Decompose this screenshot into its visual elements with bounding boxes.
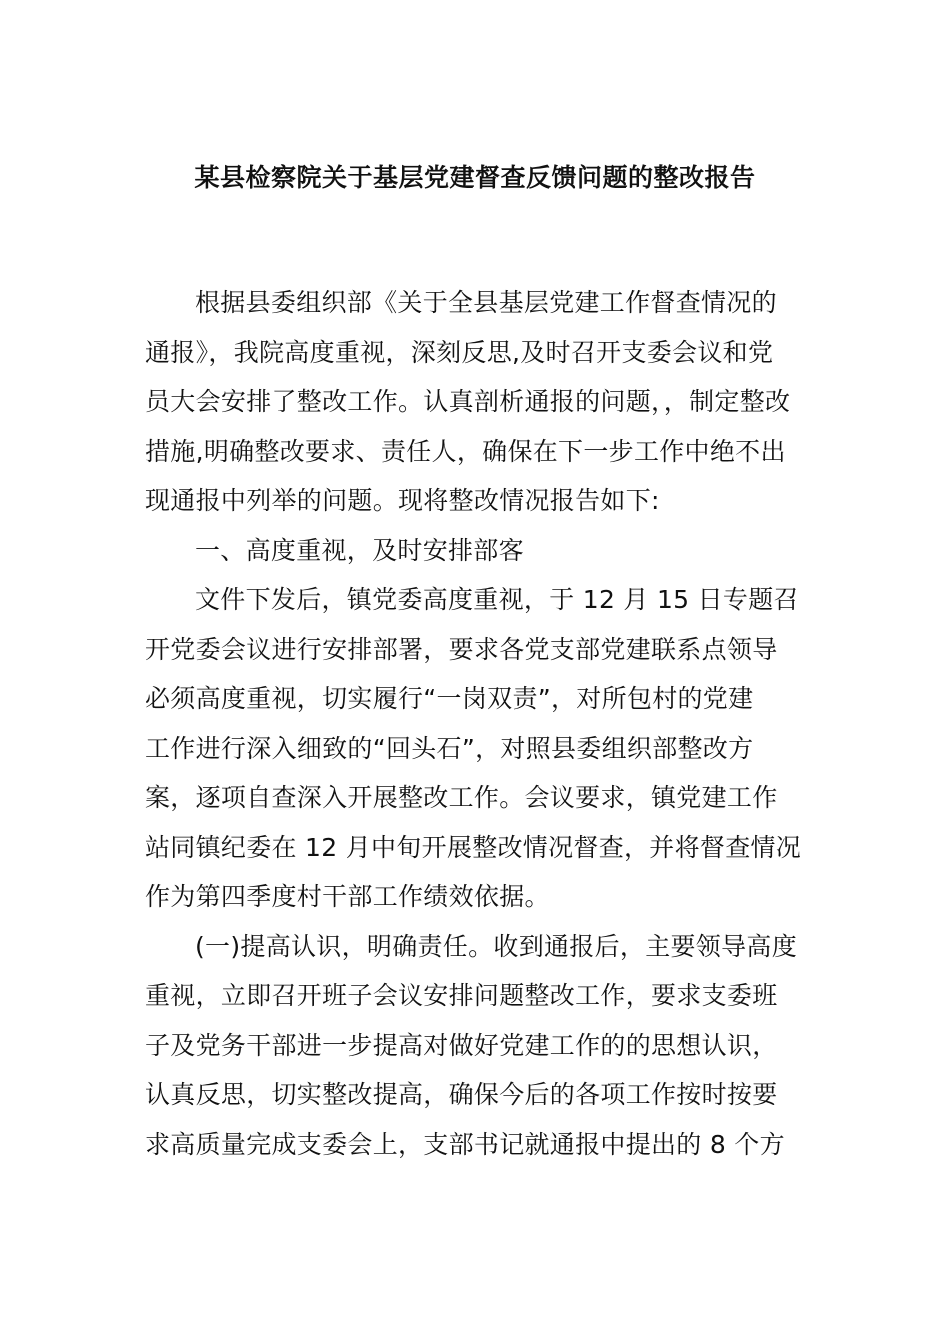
paragraph-line: 开党委会议进行安排部署，要求各党支部党建联系点领导 bbox=[145, 635, 778, 664]
paragraph-line: 工作进行深入细致的“回头石”，对照县委组织部整改方 bbox=[145, 734, 754, 763]
paragraph-line: 员大会安排了整改工作。认真剖析通报的问题，，制定整改 bbox=[145, 387, 791, 416]
document-title: 某县检察院关于基层党建督查反馈问题的整改报告 bbox=[194, 163, 756, 192]
paragraph-line: 措施,明确整改要求、责任人，确保在下一步工作中绝不出 bbox=[145, 437, 786, 466]
paragraph-line: 重视，立即召开班子会议安排问题整改工作，要求支委班 bbox=[145, 981, 778, 1010]
section-heading: 一、高度重视，及时安排部客 bbox=[195, 536, 524, 565]
paragraph-line: 通报》，我院高度重视，深刻反思,及时召开支委会议和党 bbox=[145, 338, 774, 367]
paragraph-line: 作为第四季度村干部工作绩效依据。 bbox=[145, 882, 550, 911]
paragraph-line: (一)提高认识，明确责任。收到通报后，主要领导高度 bbox=[195, 932, 798, 961]
paragraph-line: 必须高度重视，切实履行“一岗双责”，对所包村的党建 bbox=[145, 684, 754, 713]
paragraph-line: 子及党务干部进一步提高对做好党建工作的的思想认识， bbox=[145, 1031, 778, 1060]
paragraph-line: 根据县委组织部《关于全县基层党建工作督查情况的 bbox=[195, 288, 777, 317]
paragraph-line: 认真反思，切实整改提高，确保今后的各项工作按时按要 bbox=[145, 1080, 778, 1109]
paragraph-line: 站同镇纪委在 12 月中旬开展整改情况督查，并将督查情况 bbox=[145, 833, 802, 862]
paragraph-line: 案，逐项自查深入开展整改工作。会议要求，镇党建工作 bbox=[145, 783, 778, 812]
paragraph-line: 文件下发后，镇党委高度重视，于 12 月 15 日专题召 bbox=[195, 585, 799, 614]
paragraph-line: 现通报中列举的问题。现将整改情况报告如下: bbox=[145, 486, 660, 515]
paragraph-line: 求高质量完成支委会上，支部书记就通报中提出的 8 个方 bbox=[145, 1130, 785, 1159]
